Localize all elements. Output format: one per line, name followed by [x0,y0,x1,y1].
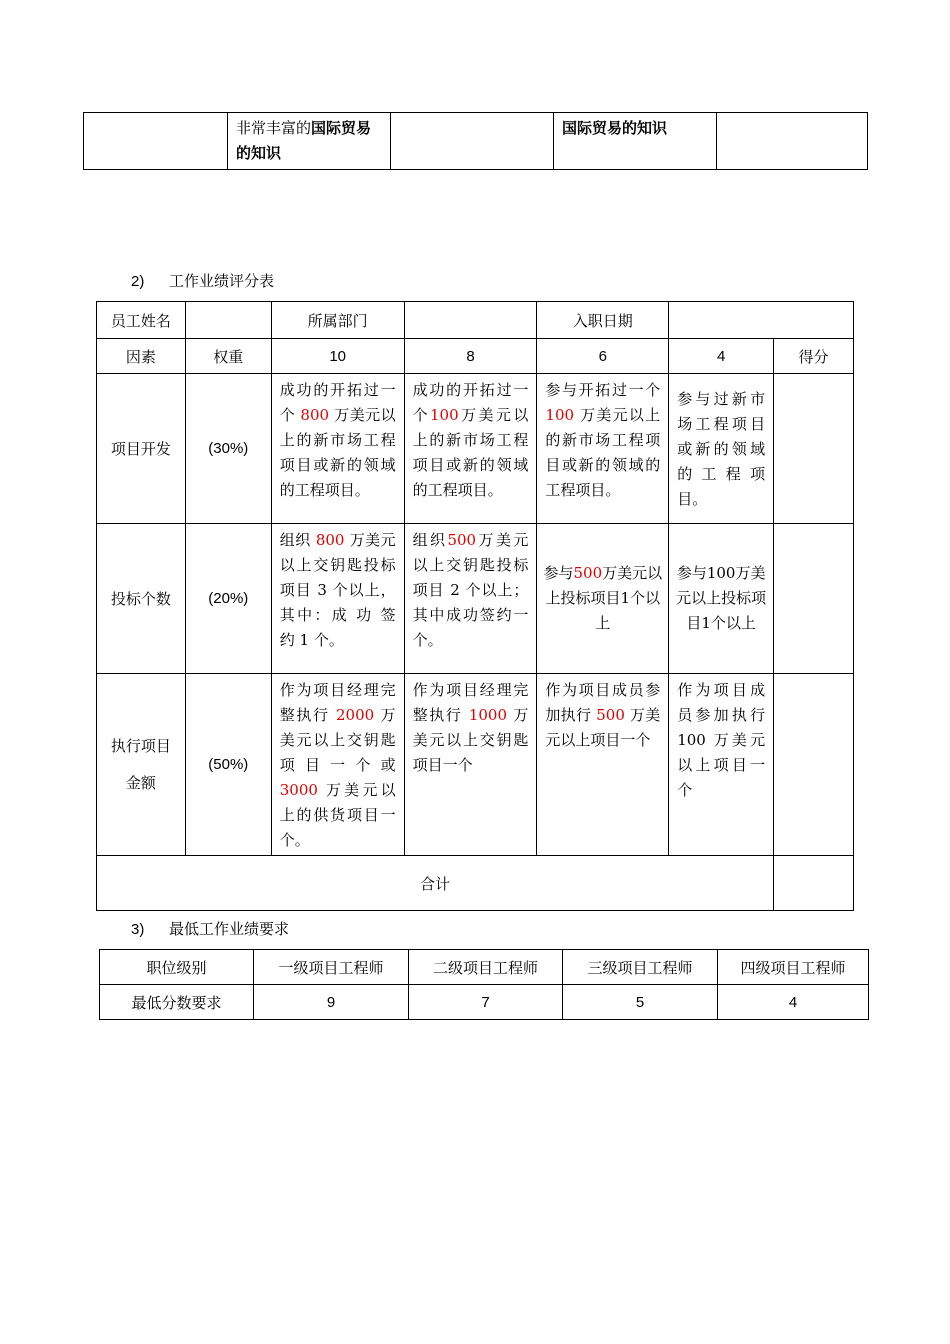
top-text-plain: 非常丰富的 [236,119,312,137]
total-score-cell [774,856,854,911]
weight-cell: (50%) [185,674,271,856]
factor-cell: 投标个数 [97,524,186,674]
section-3-title: 最低工作业绩要求 [169,920,290,938]
weight-header: 权重 [185,339,271,374]
score-table [96,301,854,911]
top-text-bold-2: 国际贸易的知识 [562,119,668,137]
top-cell-empty-3 [717,113,868,170]
min-score-level-2: 7 [409,985,563,1020]
score-total-row [97,856,854,911]
score-row-bids [97,524,854,674]
weight-cell: (20%) [185,524,271,674]
min-score-level-4: 4 [718,985,869,1020]
criteria-8-cell: 作为项目经理完整执行 1000 万美元以上交钥匙项目一个 [404,674,537,856]
department-value [404,302,537,339]
min-score-level-3: 5 [563,985,718,1020]
criteria-10-cell: 组织 800 万美元以上交钥匙投标项目 3 个以上，其中：成 功 签 约 1 个。 [271,524,404,674]
section-2-heading [131,270,274,291]
min-table-header-row [100,950,869,985]
criteria-10-cell: 作为项目经理完整执行 2000 万美元以上交钥匙项目一个或 3000 万美元以上的供货项目一个。 [271,674,404,856]
score-table-header-row [97,339,854,374]
level-4-header: 4 [669,339,774,374]
top-cell-knowledge-2 [554,113,717,170]
criteria-6-cell: 参与500万美元以上投标项目1个以上 [537,524,669,674]
score-row-project-dev [97,374,854,524]
section-3-heading [131,918,289,939]
top-cell-empty-1 [84,113,228,170]
position-level-label: 职位级别 [100,950,254,985]
level-4-engineer: 四级项目工程师 [718,950,869,985]
employee-name-label: 员工姓名 [97,302,186,339]
min-score-label: 最低分数要求 [100,985,254,1020]
factor-cell: 执行项目 金额 [97,674,186,856]
top-table [83,112,868,170]
employee-name-value [185,302,271,339]
criteria-8-cell: 成功的开拓过一个100万美元以上的新市场工程项目或新的领域的工程项目。 [404,374,537,524]
score-row-execution [97,674,854,856]
level-10-header: 10 [271,339,404,374]
top-text-bold: 国际贸易的知识 [236,119,372,162]
level-1-engineer: 一级项目工程师 [254,950,409,985]
hire-date-value [669,302,854,339]
min-table-value-row [100,985,869,1020]
top-cell-knowledge [228,113,391,170]
hire-date-label: 入职日期 [537,302,669,339]
weight-cell: (30%) [185,374,271,524]
criteria-8-cell: 组织500万美元以上交钥匙投标项目 2 个以上；其中成功签约一个。 [404,524,537,674]
criteria-4-cell: 参与过新市场工程项目或新的领域的 工 程 项 目。 [669,374,774,524]
criteria-4-cell: 参与100万美元以上投标项目1个以上 [669,524,774,674]
score-cell [774,374,854,524]
section-2-number: 2) [131,273,145,290]
factor-header: 因素 [97,339,186,374]
criteria-4-cell: 作为项目成员参加执行100 万美元以上项目一个 [669,674,774,856]
score-header: 得分 [774,339,854,374]
level-2-engineer: 二级项目工程师 [409,950,563,985]
min-score-table [99,949,869,1020]
level-3-engineer: 三级项目工程师 [563,950,718,985]
total-label: 合计 [97,856,774,911]
section-2-title: 工作业绩评分表 [169,272,275,290]
criteria-6-cell: 参与开拓过一个 100 万美元以上的新市场工程项目或新的领域的工程项目。 [537,374,669,524]
top-cell-empty-2 [391,113,554,170]
section-3-number: 3) [131,921,145,938]
level-8-header: 8 [404,339,537,374]
score-cell [774,524,854,674]
criteria-10-cell: 成功的开拓过一个 800 万美元以上的新市场工程项目或新的领域的工程项目。 [271,374,404,524]
criteria-6-cell: 作为项目成员参加执行 500 万美元以上项目一个 [537,674,669,856]
department-label: 所属部门 [271,302,404,339]
score-cell [774,674,854,856]
level-6-header: 6 [537,339,669,374]
min-score-level-1: 9 [254,985,409,1020]
factor-cell: 项目开发 [97,374,186,524]
score-table-info-row [97,302,854,339]
